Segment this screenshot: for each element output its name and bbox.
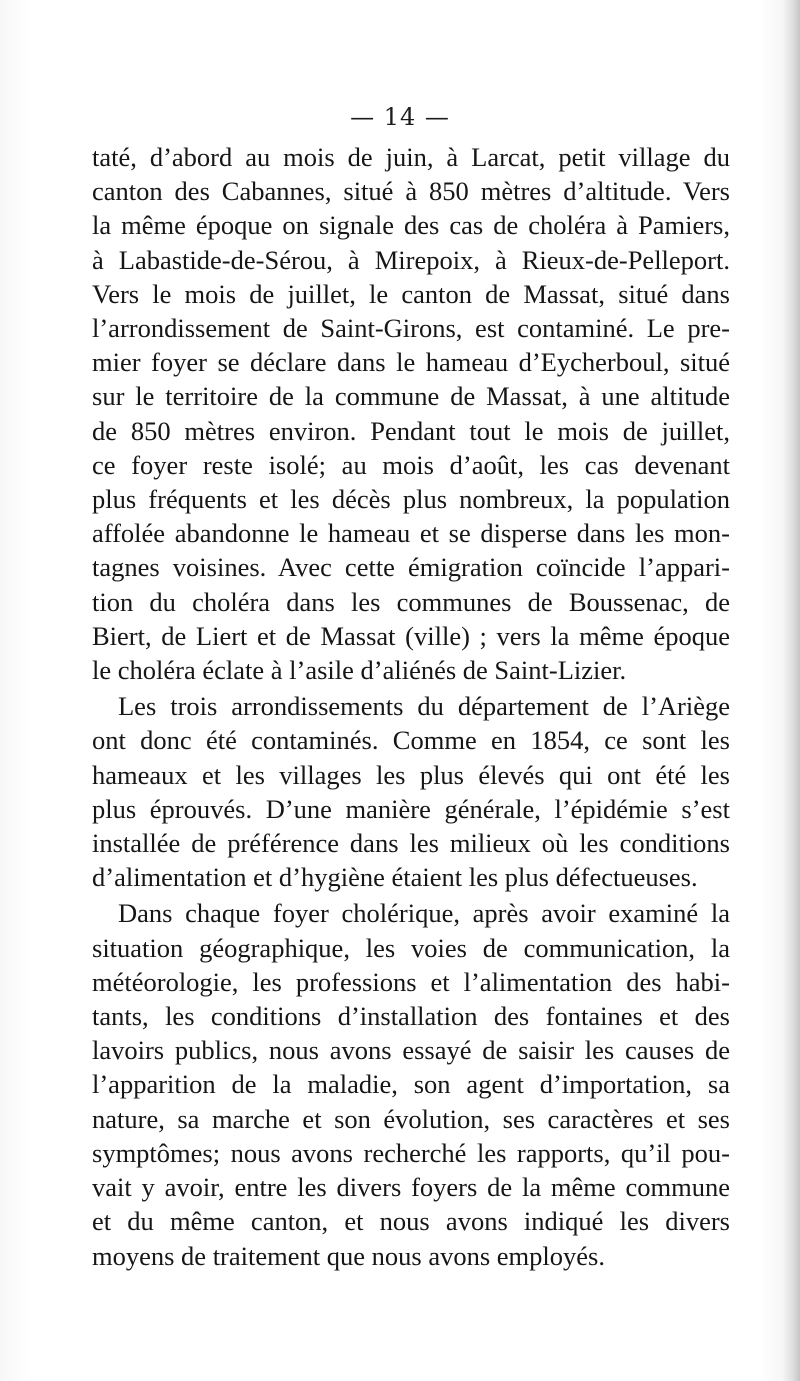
text-line: lavoirs publics, nous avons essayé de saisir les causes de xyxy=(92,1035,730,1066)
text-line: le choléra éclate à l’asile d’aliénés de Saint-Lizier. xyxy=(92,655,627,686)
text-line: vait y avoir, entre les divers foyers de la même commune xyxy=(92,1172,730,1203)
text-line: ont donc été contaminés. Comme en 1854, ce sont les xyxy=(92,725,730,756)
text-line: tion du choléra dans les communes de Boussenac, de xyxy=(92,586,730,617)
text-line: ce foyer reste isolé; au mois d’août, les cas devenant xyxy=(92,449,730,480)
text-line: mier foyer se déclare dans le hameau d’Eycherboul, situé xyxy=(92,347,730,378)
text-line: nature, sa marche et son évolution, ses caractères et ses xyxy=(92,1103,730,1134)
text-line: la même époque on signale des cas de choléra à Pamiers, xyxy=(92,210,730,241)
text-line: à Labastide-de-Sérou, à Mirepoix, à Rieux-de-Pelleport. xyxy=(92,244,730,275)
text-line: tants, les conditions d’installation des fontaines et des xyxy=(92,1001,730,1032)
text-line: météorologie, les professions et l’alimentation des habi- xyxy=(92,966,730,997)
text-line: symptômes; nous avons recherché les rapports, qu’il pou- xyxy=(92,1137,730,1168)
body-text xyxy=(92,140,730,1273)
text-line: moyens de traitement que nous avons employés. xyxy=(92,1240,605,1271)
text-line: hameaux et les villages les plus élevés qui ont été les xyxy=(92,759,730,790)
text-line: canton des Cabannes, situé à 850 mètres d’altitude. Vers xyxy=(92,176,730,207)
text-line: l’arrondissement de Saint-Girons, est contaminé. Le pre- xyxy=(92,313,730,344)
text-line: de 850 mètres environ. Pendant tout le mois de juillet, xyxy=(92,415,730,446)
text-line: sur le territoire de la commune de Massat, à une altitude xyxy=(92,381,730,412)
text-line: Les trois arrondissements du département de l’Ariège xyxy=(118,691,730,722)
text-line: d’alimentation et d’hygiène étaient les plus défectueuses. xyxy=(92,862,698,893)
page-number: — 14 — xyxy=(350,103,450,131)
text-line: plus éprouvés. D’une manière générale, l’épidémie s’est xyxy=(92,793,730,824)
text-line: situation géographique, les voies de communication, la xyxy=(92,932,730,963)
text-line: tagnes voisines. Avec cette émigration coïncide l’appari- xyxy=(92,552,730,583)
text-line: affolée abandonne le hameau et se disperse dans les mon- xyxy=(92,518,730,549)
text-line: installée de préférence dans les milieux où les conditions xyxy=(92,828,730,859)
text-line: plus fréquents et les décès plus nombreux, la population xyxy=(92,484,730,515)
paragraph-2 xyxy=(92,689,730,894)
page-edge-shadow xyxy=(782,0,800,1381)
text-line: taté, d’abord au mois de juin, à Larcat, petit village du xyxy=(92,142,730,172)
paragraph-1 xyxy=(92,140,730,687)
text-line: Dans chaque foyer cholérique, après avoir examiné la xyxy=(118,898,730,929)
text-line: l’apparition de la maladie, son agent d’importation, sa xyxy=(92,1069,730,1100)
paragraph-3 xyxy=(92,896,730,1272)
text-line: et du même canton, et nous avons indiqué les divers xyxy=(92,1206,730,1237)
text-line: Vers le mois de juillet, le canton de Massat, situé dans xyxy=(92,278,730,309)
text-line: Biert, de Liert et de Massat (ville) ; vers la même époque xyxy=(92,620,730,651)
